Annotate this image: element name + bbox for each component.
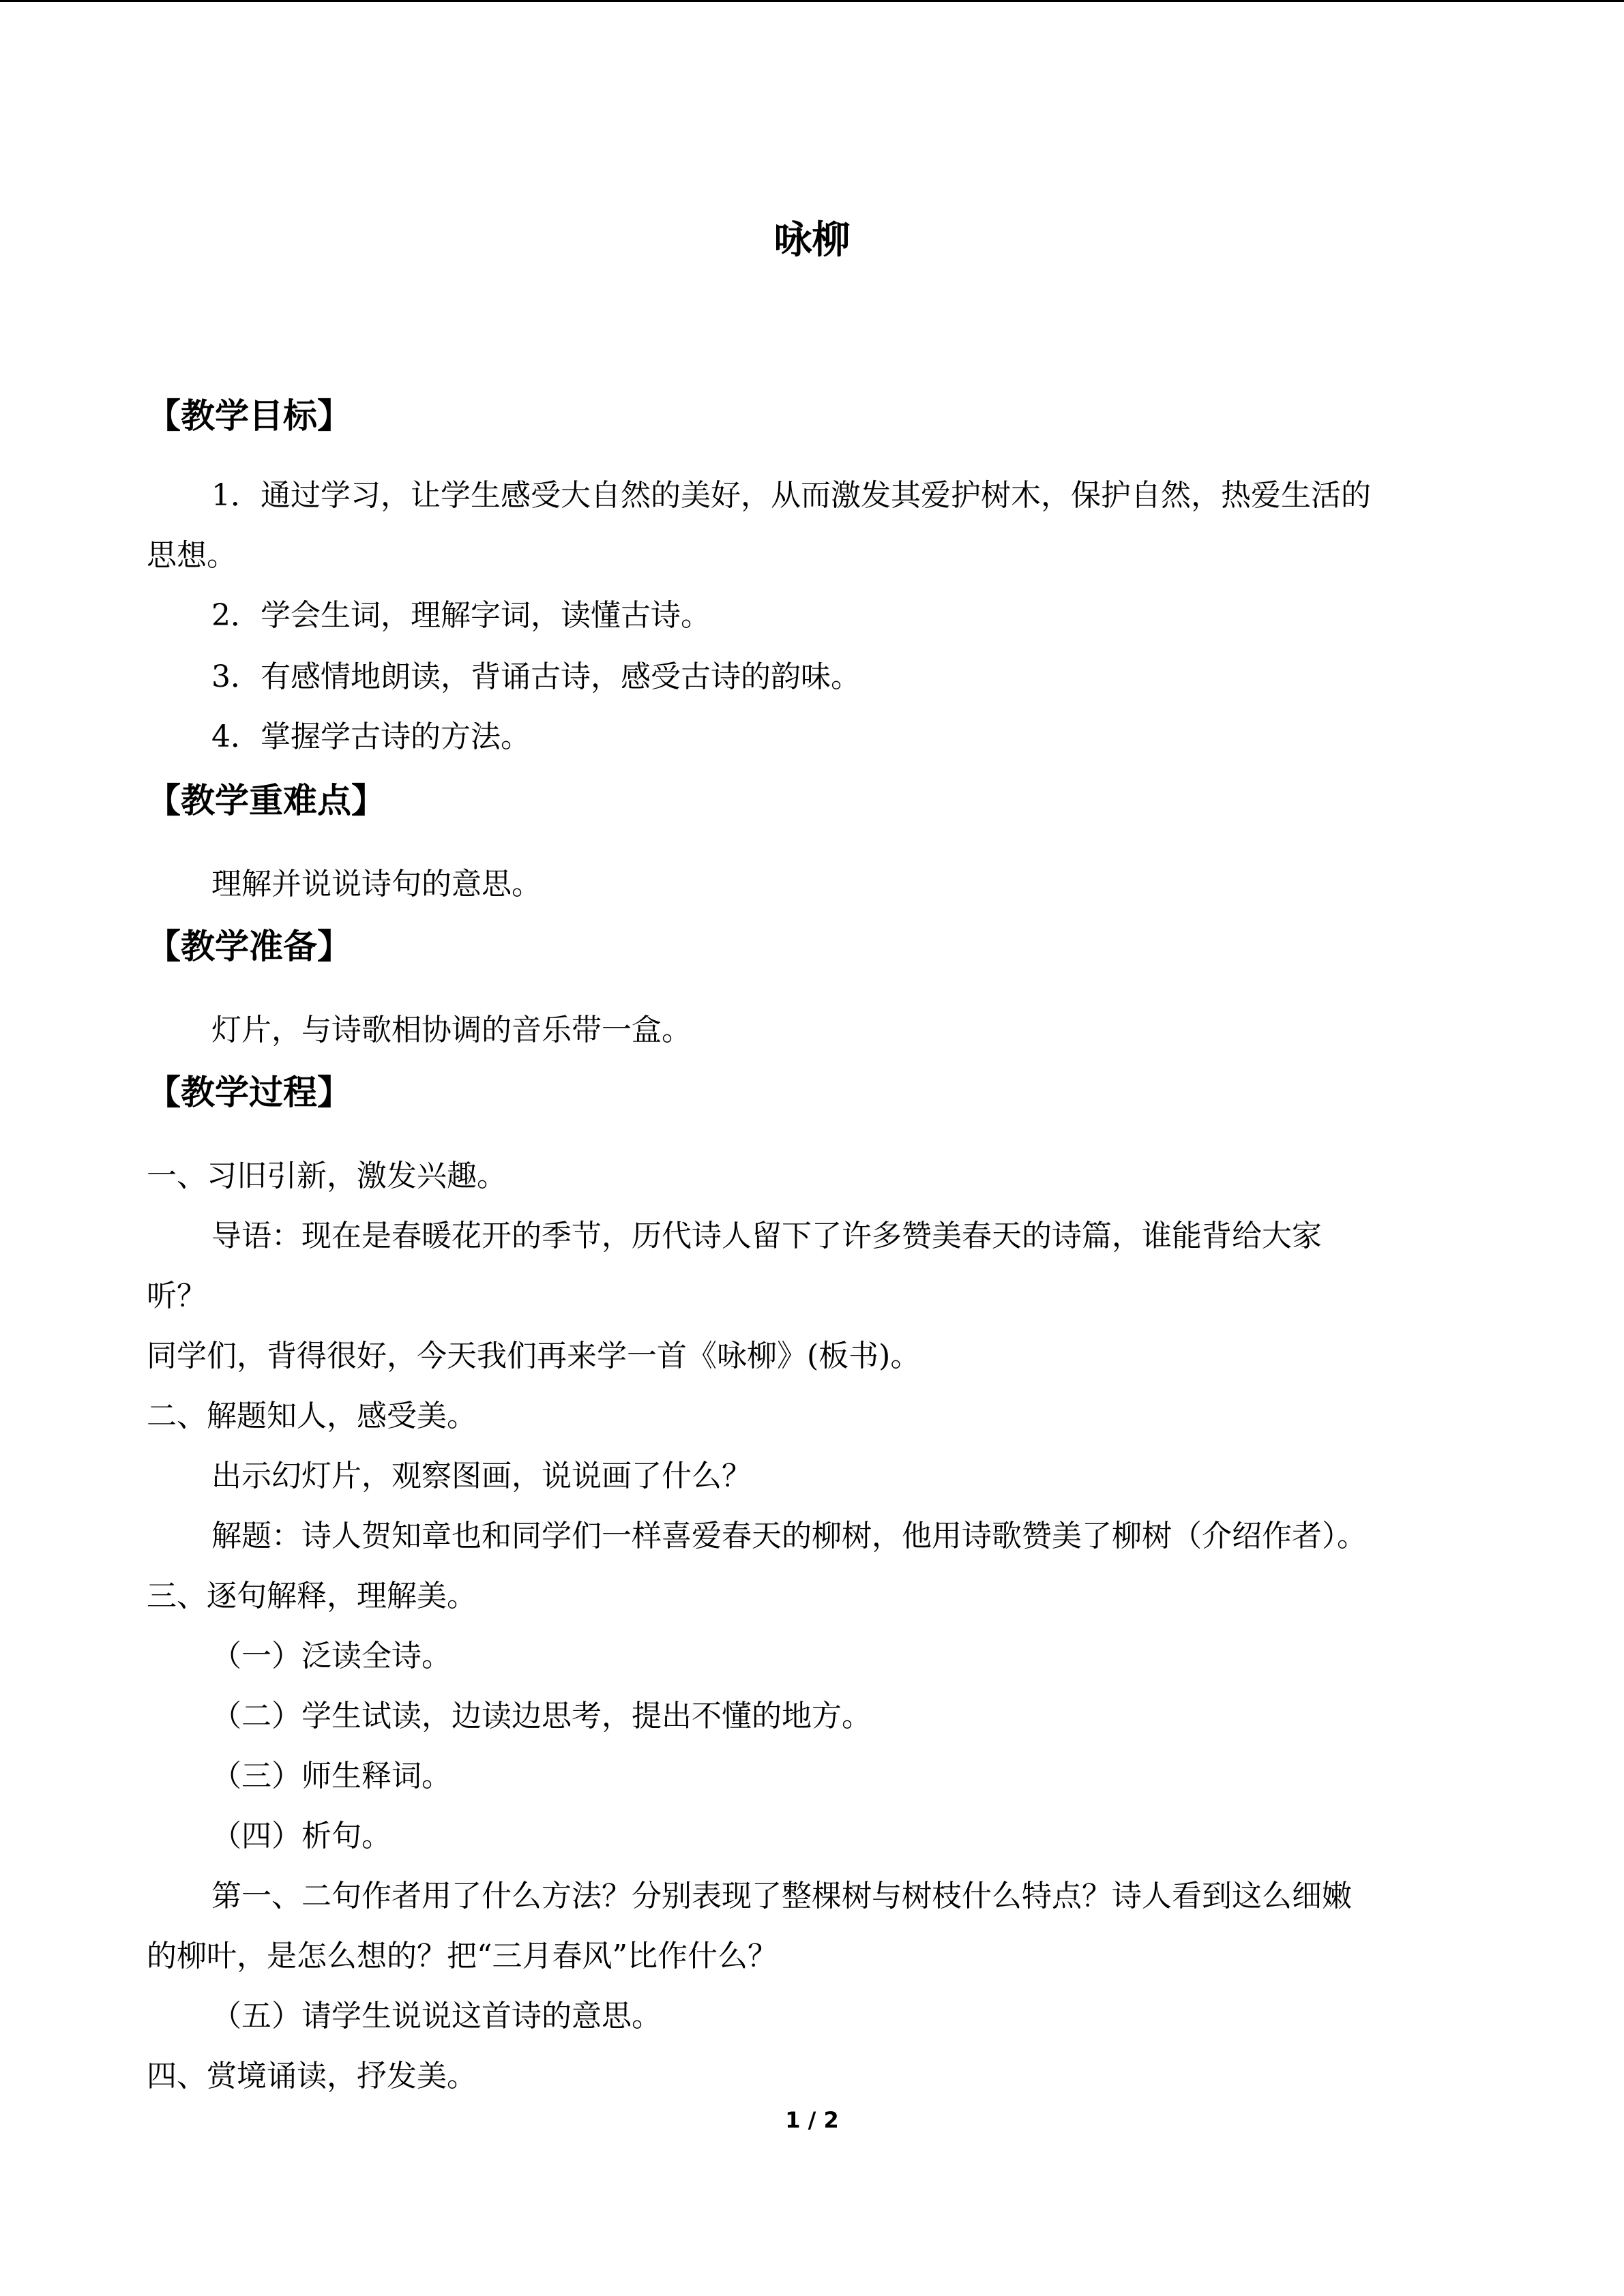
process-line: 出示幻灯片，观察图画，说说画了什么？: [211, 1459, 752, 1493]
objective-item-2: 2．学会生词，理解字词，读懂古诗。: [211, 598, 711, 633]
page-number: 1 / 2: [785, 2107, 839, 2133]
process-line: （四）析句。: [211, 1819, 392, 1853]
objective-item-1-continued: 思想。: [147, 538, 237, 573]
preparation-text: 灯片，与诗歌相协调的音乐带一盒。: [211, 1013, 692, 1047]
process-line: 的柳叶，是怎么想的？把“三月春风”比作什么？: [147, 1939, 778, 1973]
section-heading-objectives: 【教学目标】: [147, 396, 351, 436]
objective-item-3: 3．有感情地朗读，背诵古诗，感受古诗的韵味。: [211, 659, 861, 694]
key-points-text: 理解并说说诗句的意思。: [211, 867, 542, 901]
process-line: （一）泛读全诗。: [211, 1639, 452, 1673]
process-line: 三、逐句解释，理解美。: [147, 1579, 477, 1613]
process-line: 四、赏境诵读，抒发美。: [147, 2059, 477, 2093]
process-line: （五）请学生说说这首诗的意思。: [211, 1999, 662, 2033]
process-line: （二）学生试读，边读边思考，提出不懂的地方。: [211, 1699, 872, 1733]
process-line: 一、习旧引新，激发兴趣。: [147, 1159, 507, 1193]
objective-item-1: 1．通过学习，让学生感受大自然的美好，从而激发其爱护树木，保护自然，热爱生活的: [211, 478, 1371, 513]
process-line: 导语：现在是春暖花开的季节，历代诗人留下了许多赞美春天的诗篇，谁能背给大家: [211, 1219, 1322, 1253]
section-heading-preparation: 【教学准备】: [147, 927, 351, 966]
process-line: 同学们，背得很好，今天我们再来学一首《咏柳》(板书)。: [147, 1339, 921, 1373]
process-line: 第一、二句作者用了什么方法？分别表现了整棵树与树枝什么特点？诗人看到这么细嫩: [211, 1879, 1352, 1913]
process-line: 二、解题知人，感受美。: [147, 1399, 477, 1433]
process-line: （三）师生释词。: [211, 1759, 452, 1793]
section-heading-process: 【教学过程】: [147, 1073, 351, 1112]
process-line: 解题：诗人贺知章也和同学们一样喜爱春天的柳树，他用诗歌赞美了柳树（介绍作者）。: [211, 1519, 1367, 1553]
section-heading-key-points: 【教学重难点】: [147, 781, 385, 820]
process-line: 听？: [147, 1279, 207, 1313]
document-title: 咏柳: [773, 218, 851, 263]
objective-item-4: 4．掌握学古诗的方法。: [211, 719, 531, 754]
